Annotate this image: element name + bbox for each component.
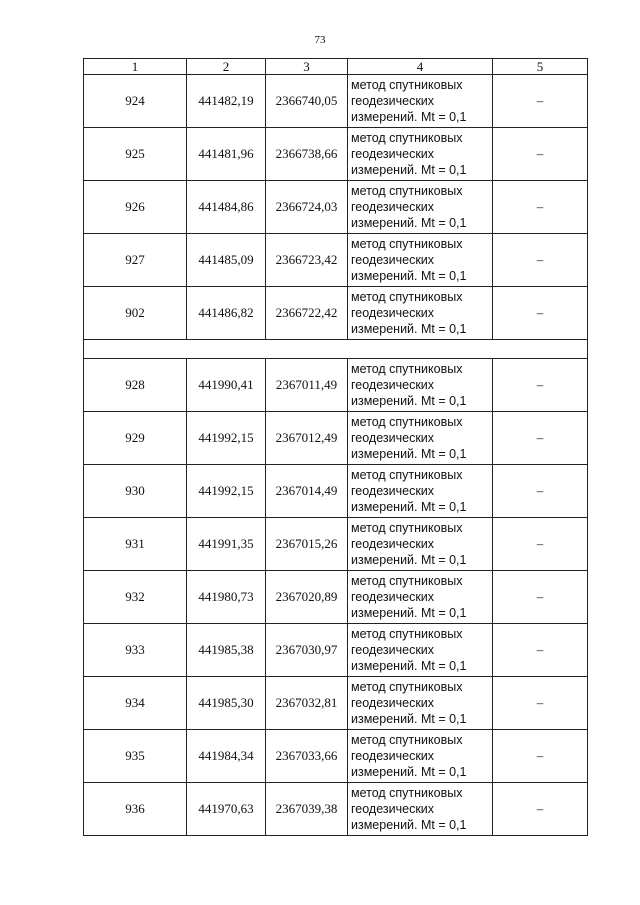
dash-cell: – [493,287,588,340]
method-line-2: геодезических [351,537,435,551]
page-number: 73 [314,34,326,46]
separator-cell [84,340,588,359]
column-header-2: 2 [187,59,266,75]
y-coordinate-cell: 2367011,49 [266,359,348,412]
y-coordinate-cell: 2367015,26 [266,518,348,571]
y-coordinate-cell: 2367030,97 [266,624,348,677]
column-header-5: 5 [493,59,588,75]
dash-cell: – [493,75,588,128]
method-line-2: геодезических [351,147,435,161]
method-cell [348,677,493,730]
separator-row [84,340,588,359]
y-coordinate-cell: 2366724,03 [266,181,348,234]
table-row [84,128,588,181]
method-line-2: геодезических [351,253,435,267]
point-number-cell: 925 [84,128,187,181]
point-number-cell: 930 [84,465,187,518]
y-coordinate-cell: 2366723,42 [266,234,348,287]
method-line-1: метод спутниковых [351,415,463,429]
method-line-3: измерений. Mt = 0,1 [351,606,467,620]
point-number-cell: 902 [84,287,187,340]
header-row [84,59,588,75]
method-line-3: измерений. Mt = 0,1 [351,659,467,673]
method-line-3: измерений. Mt = 0,1 [351,765,467,779]
method-line-1: метод спутниковых [351,574,463,588]
method-cell [348,359,493,412]
method-line-3: измерений. Mt = 0,1 [351,163,467,177]
dash-cell: – [493,783,588,836]
x-coordinate-cell: 441984,34 [187,730,266,783]
method-line-3: измерений. Mt = 0,1 [351,818,467,832]
method-line-1: метод спутниковых [351,733,463,747]
method-line-1: метод спутниковых [351,362,463,376]
method-cell [348,181,493,234]
method-line-3: измерений. Mt = 0,1 [351,216,467,230]
table-row [84,571,588,624]
dash-cell: – [493,730,588,783]
method-cell [348,465,493,518]
method-cell [348,783,493,836]
method-line-2: геодезических [351,94,435,108]
method-line-2: геодезических [351,378,435,392]
method-line-1: метод спутниковых [351,237,463,251]
method-line-2: геодезических [351,484,435,498]
method-line-2: геодезических [351,802,435,816]
point-number-cell: 929 [84,412,187,465]
method-line-2: геодезических [351,643,435,657]
method-line-1: метод спутниковых [351,627,463,641]
dash-cell: – [493,571,588,624]
dash-cell: – [493,518,588,571]
point-number-cell: 935 [84,730,187,783]
x-coordinate-cell: 441985,30 [187,677,266,730]
group-separator [84,340,588,359]
method-line-1: метод спутниковых [351,290,463,304]
point-number-cell: 934 [84,677,187,730]
x-coordinate-cell: 441485,09 [187,234,266,287]
method-line-3: измерений. Mt = 0,1 [351,500,467,514]
method-line-1: метод спутниковых [351,786,463,800]
table-row [84,730,588,783]
table-row [84,465,588,518]
dash-cell: – [493,128,588,181]
method-line-3: измерений. Mt = 0,1 [351,322,467,336]
method-cell [348,234,493,287]
method-line-1: метод спутниковых [351,521,463,535]
method-line-3: измерений. Mt = 0,1 [351,394,467,408]
point-number-cell: 926 [84,181,187,234]
method-line-2: геодезических [351,749,435,763]
point-number-cell: 924 [84,75,187,128]
x-coordinate-cell: 441970,63 [187,783,266,836]
method-line-2: геодезических [351,200,435,214]
method-line-3: измерений. Mt = 0,1 [351,712,467,726]
point-number-cell: 928 [84,359,187,412]
point-number-cell: 936 [84,783,187,836]
method-line-3: измерений. Mt = 0,1 [351,447,467,461]
method-line-1: метод спутниковых [351,78,463,92]
point-number-cell: 927 [84,234,187,287]
dash-cell: – [493,677,588,730]
x-coordinate-cell: 441980,73 [187,571,266,624]
dash-cell: – [493,465,588,518]
y-coordinate-cell: 2367014,49 [266,465,348,518]
table-row [84,181,588,234]
column-header-3: 3 [266,59,348,75]
method-line-3: измерений. Mt = 0,1 [351,269,467,283]
x-coordinate-cell: 441484,86 [187,181,266,234]
point-number-cell: 932 [84,571,187,624]
method-line-3: измерений. Mt = 0,1 [351,110,467,124]
method-line-1: метод спутниковых [351,131,463,145]
x-coordinate-cell: 441481,96 [187,128,266,181]
table-row [84,234,588,287]
table-row [84,287,588,340]
x-coordinate-cell: 441990,41 [187,359,266,412]
y-coordinate-cell: 2367033,66 [266,730,348,783]
x-coordinate-cell: 441992,15 [187,412,266,465]
table-row [84,624,588,677]
method-line-2: геодезических [351,306,435,320]
x-coordinate-cell: 441992,15 [187,465,266,518]
dash-cell: – [493,181,588,234]
group-2-body [84,359,588,836]
dash-cell: – [493,624,588,677]
method-cell [348,287,493,340]
method-cell [348,75,493,128]
point-number-cell: 931 [84,518,187,571]
method-line-1: метод спутниковых [351,184,463,198]
column-header-4: 4 [348,59,493,75]
point-number-cell: 933 [84,624,187,677]
y-coordinate-cell: 2366722,42 [266,287,348,340]
y-coordinate-cell: 2367020,89 [266,571,348,624]
table-row [84,518,588,571]
dash-cell: – [493,359,588,412]
column-header-1: 1 [84,59,187,75]
table-row [84,783,588,836]
method-cell [348,518,493,571]
table-row [84,75,588,128]
y-coordinate-cell: 2367039,38 [266,783,348,836]
dash-cell: – [493,234,588,287]
method-line-2: геодезических [351,431,435,445]
dash-cell: – [493,412,588,465]
coordinates-table [83,58,588,836]
table-row [84,412,588,465]
y-coordinate-cell: 2366740,05 [266,75,348,128]
table-row [84,677,588,730]
y-coordinate-cell: 2367032,81 [266,677,348,730]
method-line-3: измерений. Mt = 0,1 [351,553,467,567]
method-line-2: геодезических [351,696,435,710]
x-coordinate-cell: 441985,38 [187,624,266,677]
method-cell [348,624,493,677]
x-coordinate-cell: 441486,82 [187,287,266,340]
method-line-1: метод спутниковых [351,680,463,694]
x-coordinate-cell: 441991,35 [187,518,266,571]
table-row [84,359,588,412]
method-cell [348,730,493,783]
y-coordinate-cell: 2366738,66 [266,128,348,181]
group-1-body [84,75,588,340]
method-line-1: метод спутниковых [351,468,463,482]
y-coordinate-cell: 2367012,49 [266,412,348,465]
method-cell [348,571,493,624]
method-cell [348,412,493,465]
method-line-2: геодезических [351,590,435,604]
x-coordinate-cell: 441482,19 [187,75,266,128]
method-cell [348,128,493,181]
